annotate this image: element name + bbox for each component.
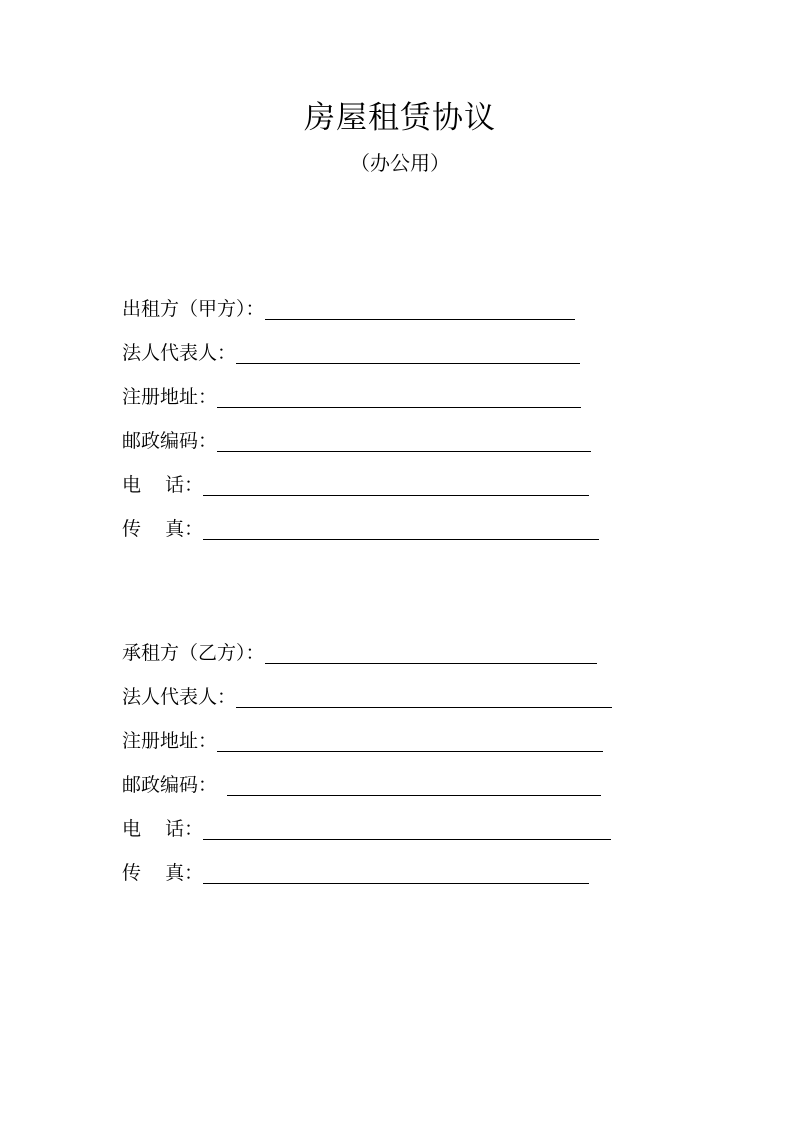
party-a-phone-row [122, 454, 682, 498]
party-b-postcode-blank[interactable] [227, 771, 601, 796]
party-a-postcode-label: 邮政编码： [122, 430, 218, 452]
party-b-section [122, 622, 682, 886]
party-a-address-label: 注册地址： [122, 386, 218, 408]
party-a-fax-blank[interactable] [203, 515, 599, 540]
party-b-lessee-blank[interactable] [265, 639, 597, 664]
party-b-legal-rep-blank[interactable] [236, 683, 612, 708]
party-a-section [122, 278, 682, 542]
party-a-legal-rep-row [122, 322, 682, 366]
party-a-lessor-label: 出租方（甲方）： [122, 298, 265, 320]
party-b-fax-label: 传 真： [122, 862, 204, 884]
party-b-lessee-row [122, 622, 682, 666]
party-a-postcode-blank[interactable] [217, 427, 591, 452]
party-b-legal-rep-row [122, 666, 682, 710]
party-b-fax-blank[interactable] [203, 859, 589, 884]
party-a-address-blank[interactable] [217, 383, 581, 408]
document-subtitle: （办公用） [350, 151, 450, 175]
party-a-lessor-row [122, 278, 682, 322]
party-a-postcode-row [122, 410, 682, 454]
party-a-fax-label: 传 真： [122, 518, 204, 540]
party-b-phone-row [122, 798, 682, 842]
party-b-phone-blank[interactable] [203, 815, 611, 840]
party-a-lessor-blank[interactable] [265, 295, 575, 320]
party-b-address-row [122, 710, 682, 754]
party-b-postcode-label: 邮政编码： [122, 774, 218, 796]
party-b-fax-row [122, 842, 682, 886]
party-b-postcode-row [122, 754, 682, 798]
party-b-address-blank[interactable] [217, 727, 603, 752]
party-b-phone-label: 电 话： [122, 818, 204, 840]
party-a-phone-label: 电 话： [122, 474, 204, 496]
party-a-legal-rep-label: 法人代表人： [122, 342, 237, 364]
party-a-phone-blank[interactable] [203, 471, 589, 496]
party-b-lessee-label: 承租方（乙方）： [122, 642, 265, 664]
document-title: 房屋租赁协议 [304, 100, 496, 136]
party-a-address-row [122, 366, 682, 410]
party-a-fax-row [122, 498, 682, 542]
party-b-legal-rep-label: 法人代表人： [122, 686, 237, 708]
party-b-address-label: 注册地址： [122, 730, 218, 752]
party-a-legal-rep-blank[interactable] [236, 339, 580, 364]
